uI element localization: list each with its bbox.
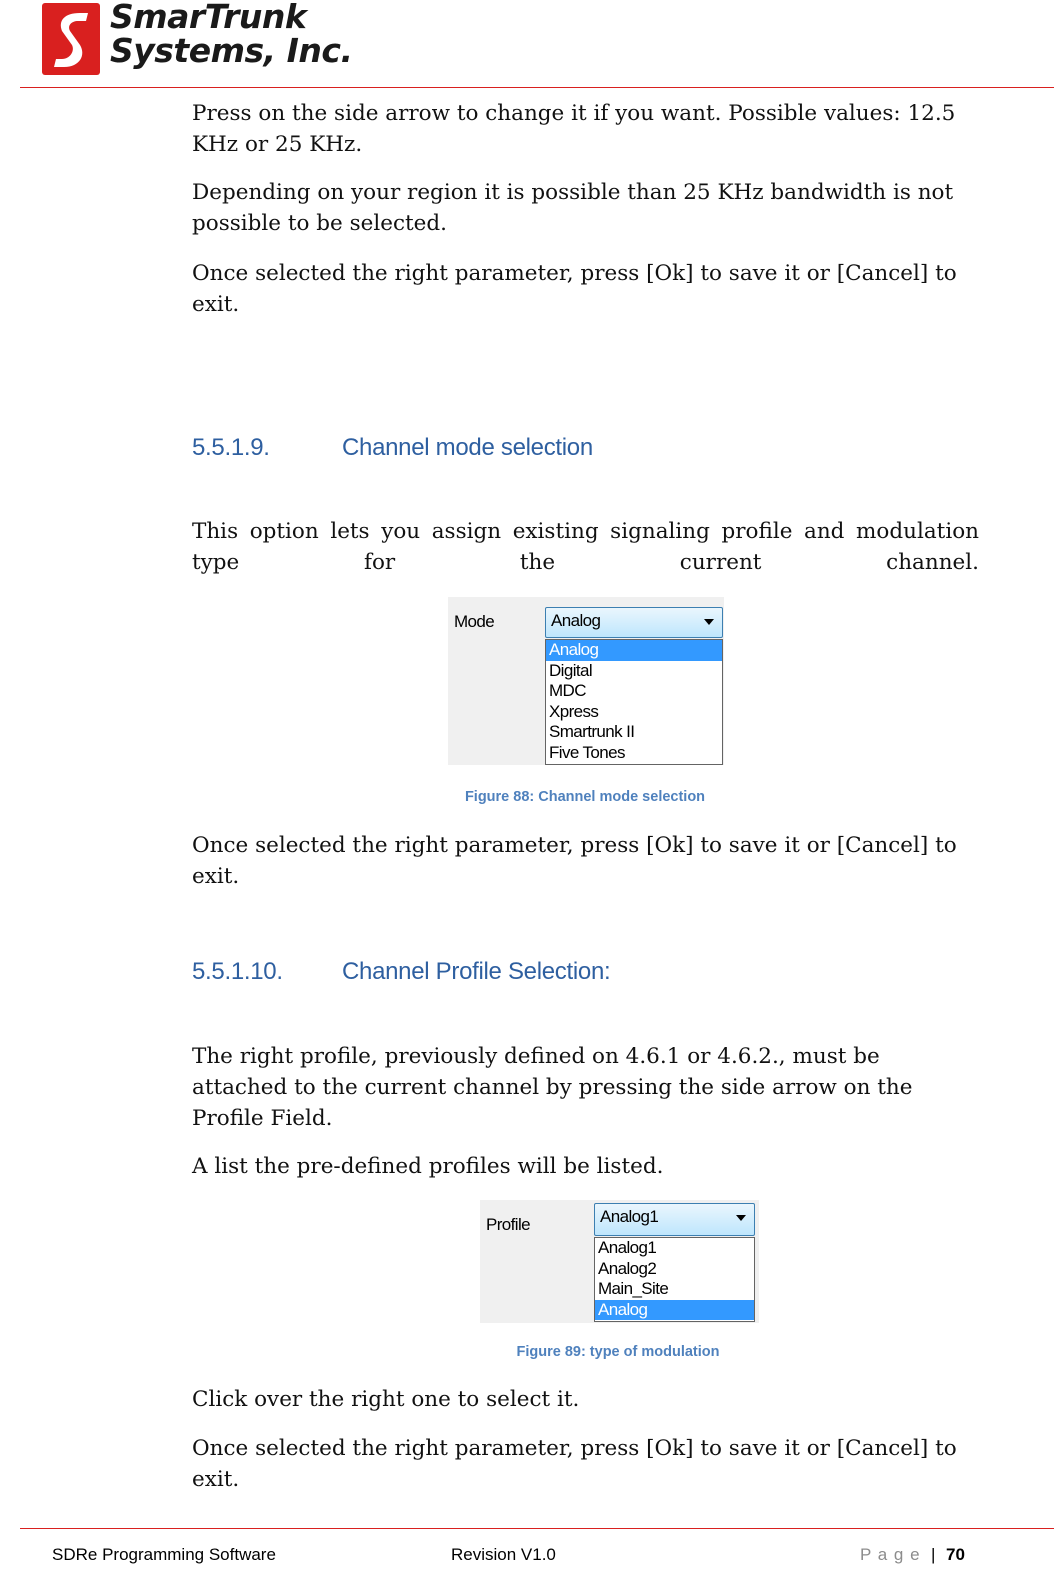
company-name-line2: Systems, Inc. xyxy=(110,31,353,70)
section-title-channel-profile: Channel Profile Selection: xyxy=(342,958,611,985)
profile-dropdown-list xyxy=(594,1237,755,1322)
footer-page-number: 70 xyxy=(946,1545,965,1564)
figure-88-caption: Figure 88: Channel mode selection xyxy=(464,789,706,805)
mode-option-mdc[interactable]: MDC xyxy=(549,681,586,700)
header-divider xyxy=(20,87,1054,88)
paragraph-channel-mode-intro xyxy=(192,516,979,578)
footer-doc-title: SDRe Programming Software xyxy=(52,1545,276,1564)
mode-selected-value: Analog xyxy=(551,611,601,630)
paragraph-save-instruction-1: Once selected the right parameter, press [Ok] to save it or [Cancel] to exit. xyxy=(192,261,957,317)
paragraph-save-instruction-3: Once selected the right parameter, press [Ok] to save it or [Cancel] to exit. xyxy=(192,1436,957,1492)
company-name-line1: SmarTrunk xyxy=(110,0,307,36)
paragraph-profile-attach: The right profile, previously defined on 4.6.1 or 4.6.2., must be attached to the current channel by pressing the side arrow on the Profile Field. xyxy=(192,1044,913,1131)
mode-option-xpress[interactable]: Xpress xyxy=(549,701,599,721)
mode-option-digital[interactable]: Digital xyxy=(549,660,593,680)
footer-divider xyxy=(20,1528,1054,1529)
paragraph-bandwidth-values: Press on the side arrow to change it if you want. Possible values: 12.5 KHz or 25 KHz. xyxy=(192,101,956,157)
mode-option-five-tones[interactable]: Five Tones xyxy=(549,742,625,762)
section-title-channel-mode: Channel mode selection xyxy=(342,434,593,461)
section-number-channel-mode: 5.5.1.9. xyxy=(192,434,270,461)
profile-label: Profile xyxy=(486,1215,530,1234)
paragraph-profile-list: A list the pre-defined profiles will be listed. xyxy=(192,1154,664,1179)
section-number-channel-profile: 5.5.1.10. xyxy=(192,958,283,985)
figure-89-caption: Figure 89: type of modulation xyxy=(516,1344,720,1360)
mode-dropdown-list xyxy=(545,639,723,765)
chevron-down-icon[interactable] xyxy=(736,1215,746,1221)
profile-option-analog[interactable]: Analog xyxy=(595,1300,754,1321)
channel-mode-intro-text: This option lets you assign existing signaling profile and modulation type for the current channel. xyxy=(192,519,979,575)
company-name xyxy=(110,0,353,68)
profile-combobox[interactable] xyxy=(594,1203,755,1236)
figure-profile-selection xyxy=(480,1200,759,1323)
paragraph-save-instruction-2: Once selected the right parameter, press [Ok] to save it or [Cancel] to exit. xyxy=(192,833,957,889)
mode-option-smartrunk-ii[interactable]: Smartrunk II xyxy=(549,722,635,741)
chevron-down-icon[interactable] xyxy=(704,619,714,625)
profile-selected-value: Analog1 xyxy=(600,1207,659,1226)
mode-option-analog[interactable]: Analog xyxy=(546,640,722,661)
profile-option-analog2[interactable]: Analog2 xyxy=(598,1258,657,1278)
paragraph-click-select: Click over the right one to select it. xyxy=(192,1387,580,1412)
profile-option-analog1[interactable]: Analog1 xyxy=(598,1238,657,1257)
mode-label: Mode xyxy=(454,612,495,631)
profile-option-main-site[interactable]: Main_Site xyxy=(598,1279,669,1298)
mode-combobox[interactable] xyxy=(545,607,723,638)
footer-separator: | xyxy=(931,1545,936,1564)
figure-channel-mode xyxy=(448,597,724,765)
company-logo-icon xyxy=(42,3,100,75)
footer-revision: Revision V1.0 xyxy=(451,1545,556,1564)
paragraph-bandwidth-region: Depending on your region it is possible than 25 KHz bandwidth is not possible to be selected. xyxy=(192,180,954,236)
footer-page-label: P a g e xyxy=(860,1545,921,1564)
